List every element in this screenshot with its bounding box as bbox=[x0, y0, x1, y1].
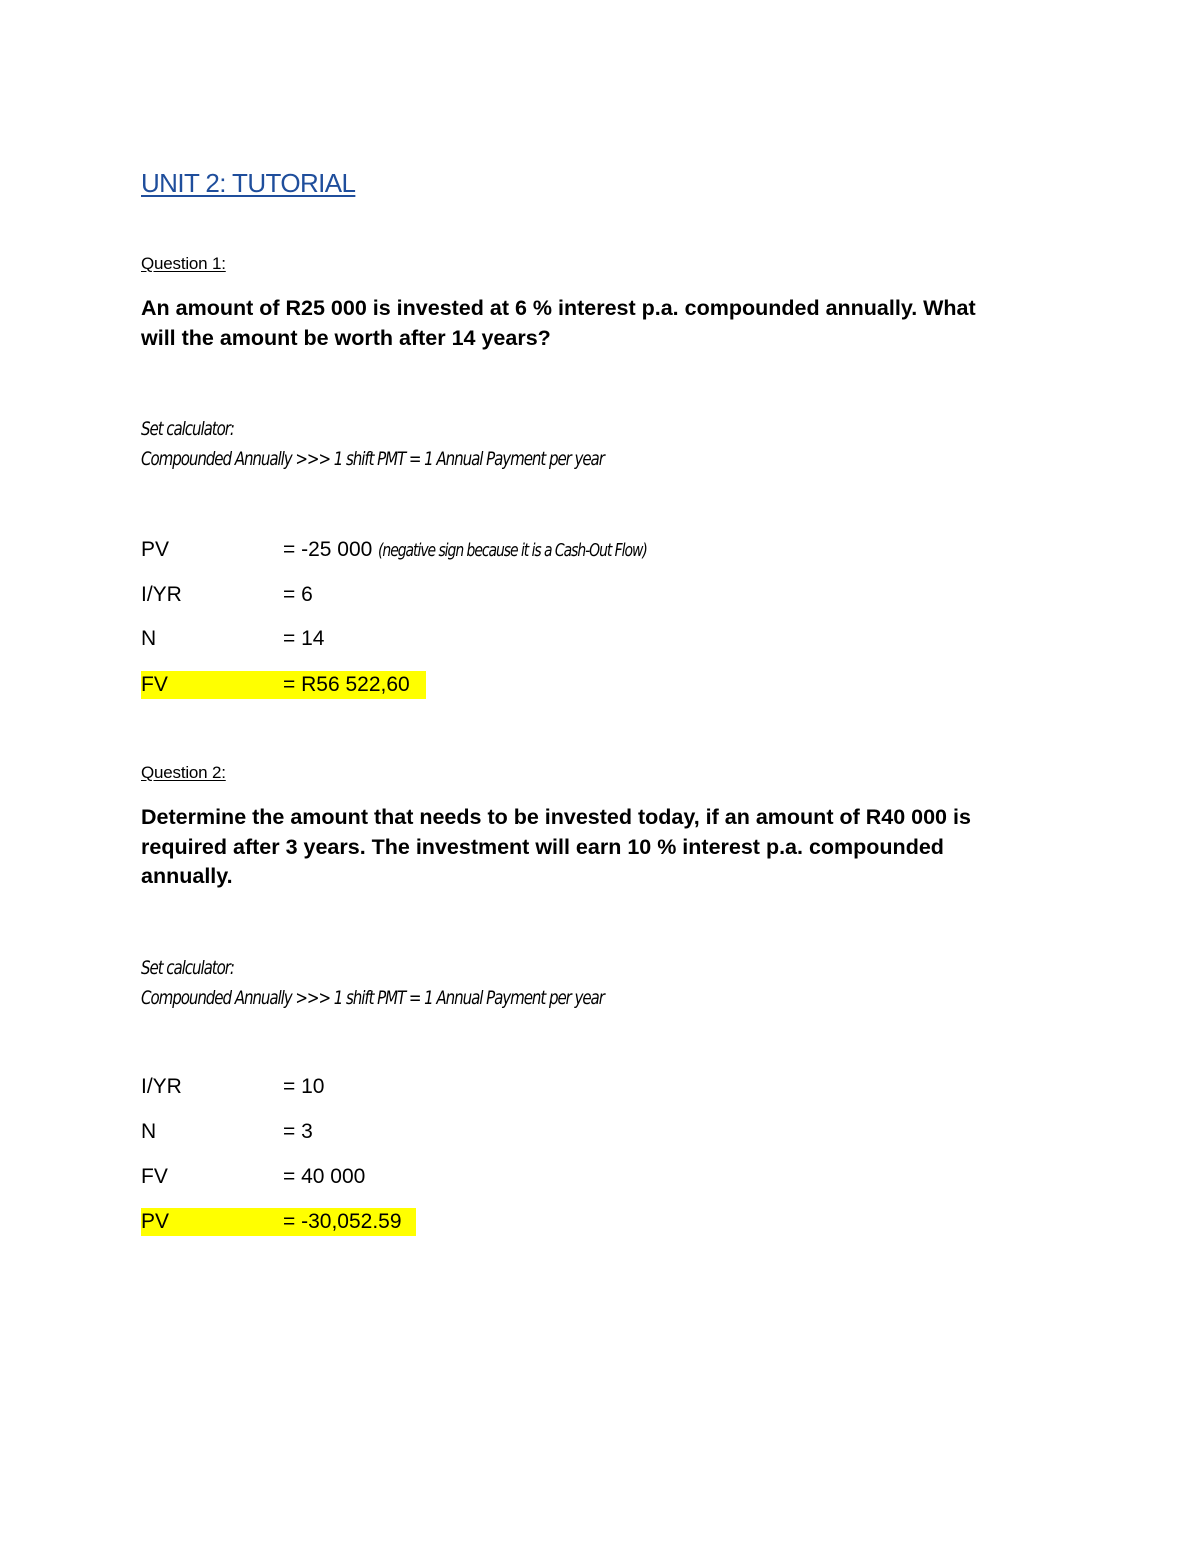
row-value: = 3 bbox=[283, 1120, 313, 1143]
row-label: PV bbox=[141, 538, 170, 561]
row-value: = 10 bbox=[283, 1075, 325, 1098]
row-label: I/YR bbox=[141, 583, 182, 606]
row-value: = R56 522,60 bbox=[283, 673, 410, 696]
q2-row-pv-answer bbox=[141, 1208, 416, 1236]
row-label: N bbox=[141, 627, 157, 650]
page-title: UNIT 2: TUTORIAL bbox=[141, 168, 356, 198]
question-2-text-line: Determine the amount that needs to be invested today, if an amount of R40 000 is bbox=[141, 805, 971, 829]
question-2-text-line: annually. bbox=[141, 864, 233, 888]
calculator-setup-instruction: Compounded Annually >>> 1 shift PMT = 1 Annual Payment per year bbox=[141, 448, 604, 470]
row-label: FV bbox=[141, 673, 168, 696]
row-value: = -25 000 (negative sign because it is a Cash-Out Flow) bbox=[283, 536, 691, 565]
row-label: I/YR bbox=[141, 1075, 182, 1098]
row-value: = 6 bbox=[283, 583, 313, 606]
row-note: (negative sign because it is a Cash-Out Flow) bbox=[378, 540, 647, 561]
question-2-calculator-setup bbox=[141, 953, 604, 1013]
question-1-text-line: An amount of R25 000 is invested at 6 % interest p.a. compounded annually. What bbox=[141, 296, 976, 320]
question-2-text-line: required after 3 years. The investment will earn 10 % interest p.a. compounded bbox=[141, 834, 944, 859]
question-1-text-line: will the amount be worth after 14 years? bbox=[141, 325, 551, 350]
q1-row-fv-answer bbox=[141, 671, 426, 699]
row-value: = 40 000 bbox=[283, 1165, 366, 1188]
question-1-label: Question 1: bbox=[141, 254, 226, 273]
question-2-text bbox=[141, 803, 1101, 892]
row-label: FV bbox=[141, 1165, 168, 1188]
calculator-setup-heading: Set calculator: bbox=[141, 957, 234, 979]
question-2-label: Question 2: bbox=[141, 763, 226, 782]
row-value: = -30,052.59 bbox=[283, 1210, 402, 1233]
question-1-text bbox=[141, 294, 1101, 353]
row-label: PV bbox=[141, 1210, 170, 1233]
calculator-setup-instruction: Compounded Annually >>> 1 shift PMT = 1 Annual Payment per year bbox=[141, 987, 604, 1009]
calculator-setup-heading: Set calculator: bbox=[141, 418, 234, 440]
row-value: = 14 bbox=[283, 627, 325, 650]
row-label: N bbox=[141, 1120, 157, 1143]
question-1-calculator-setup bbox=[141, 414, 604, 474]
